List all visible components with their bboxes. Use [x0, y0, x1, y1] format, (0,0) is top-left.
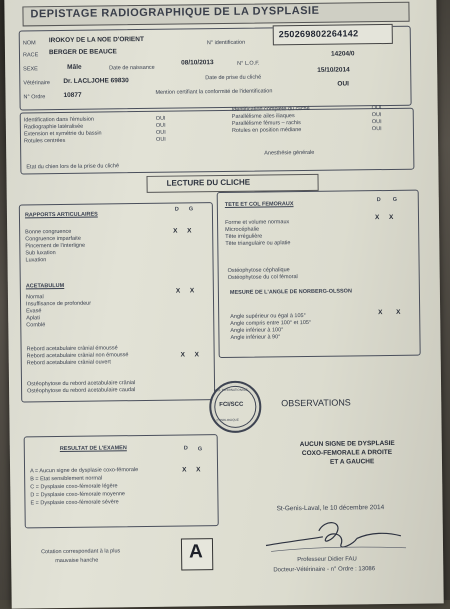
rapports-row: Congruence imparfaite: [25, 235, 81, 243]
tete-row: Forme et volume normaux X X: [225, 213, 394, 226]
angle-row: Angle supérieur ou égal à 105° X X: [230, 308, 401, 320]
acetabulum-row: Insuffisance de profondeur: [26, 300, 92, 308]
observations-heading: OBSERVATIONS: [281, 397, 351, 409]
ordre-label: N° Ordre: [23, 94, 46, 101]
acetabulum-heading: ACETABULUM: [25, 282, 65, 290]
observation-line-3: ET A GAUCHE: [329, 458, 375, 466]
angle-row: Angle inférieur à 100°: [230, 327, 284, 334]
page-title: DEPISTAGE RADIOGRAPHIQUE DE LA DYSPLASIE: [30, 4, 320, 21]
angle-row: Angle inférieur à 90°: [230, 334, 281, 341]
signatory-title: Docteur-Vétérinaire - n° Ordre : 13086: [273, 566, 376, 574]
signatory-name: Professeur Didier FAU: [297, 556, 357, 564]
place-date: St-Genis-Laval, le 10 décembre 2014: [276, 504, 385, 513]
osteophytose-acetabulum-rows: [27, 379, 207, 395]
resultat-heading: RESULTAT DE L'EXAMEN: [59, 445, 127, 453]
resultat-rows: [30, 466, 215, 508]
check-row: Rotules centrées OUI: [24, 136, 166, 145]
lof-label: N° L.O.F.: [237, 60, 260, 67]
tete-heading: TETE ET COL FEMORAUX: [224, 201, 294, 208]
angle-row: Angle compris entre 100° et 105°: [230, 319, 312, 327]
tete-g: G: [392, 196, 398, 203]
resultat-d: D: [183, 445, 188, 452]
prise-label: Date de prise du cliché: [205, 74, 262, 82]
osteophytose-tete-rows: [228, 266, 413, 282]
resultat-row: E = Dysplasie coxo-fémorale sévère: [30, 499, 119, 507]
observation-line-1: AUCUN SIGNE DE DYSPLASIE: [299, 439, 395, 449]
naissance-value: 08/10/2013: [181, 59, 214, 67]
check-row: Rotules en position médiane OUI: [231, 126, 382, 134]
rapports-g: G: [188, 206, 194, 213]
check-row: Parallélisme fémurs – rachis OUI: [231, 119, 382, 127]
tete-row: Tête irrégulière: [225, 233, 263, 240]
nom-value: IROKOY DE LA NOE D'ORIENT: [48, 35, 144, 45]
resultat-g: G: [197, 446, 203, 453]
check-row: Parallélisme ailes iliaques OUI: [231, 112, 382, 120]
resultat-row: B = Etat sensiblement normal: [30, 475, 103, 483]
sexe-value: Mâle: [67, 63, 82, 71]
rebord-row: Rebord acetabulaire crânial émoussé: [26, 345, 118, 353]
naissance-label: Date de naissance: [109, 64, 155, 72]
signature-scribble: [261, 510, 412, 558]
certificate-sheet: [4, 0, 443, 609]
angle-rows: [230, 308, 415, 342]
stamp-top-text: FED. INTERNATIONALE: [214, 387, 248, 393]
rapports-row: Sub luxation: [25, 250, 56, 257]
stamp-bottom-text: CYNOLOGIQUE: [216, 417, 239, 423]
resultat-row: D = Dysplasie coxo-fémorale moyenne: [30, 491, 126, 499]
resultat-row: A = Aucun signe de dysplasie coxo-fémorale X X: [30, 466, 201, 475]
etat-label: Etat du chien lors de la prise du cliché: [26, 163, 120, 171]
rapports-rows: [25, 227, 205, 264]
checks-left: [24, 115, 214, 145]
acetabulum-row: Normal X X: [25, 287, 195, 301]
vet-label: Vétérinaire: [23, 80, 50, 87]
sexe-label: SEXE: [23, 66, 38, 73]
acetabulum-rows: [25, 287, 206, 329]
tete-rows: [225, 213, 410, 248]
acetabulum-row: Aplati: [26, 315, 41, 322]
osteophytose-row: Ostéophytose du rebord acetabulaire caudal: [27, 387, 136, 395]
ident-label: N° identification: [206, 39, 246, 47]
acetabulum-row: Evasé: [26, 308, 42, 315]
check-row: Extension et symétrie du bassin OUI: [23, 129, 166, 138]
rapports-row: Pincement de l'interligne: [25, 242, 86, 250]
rebord-row: Rebord acetabulaire crânial non émoussé X X: [26, 351, 200, 360]
race-value: BERGER DE BEAUCE: [48, 48, 117, 57]
mesure-heading: MESURE DE L'ANGLE DE NORBERG-OLSSON: [229, 288, 352, 296]
lecture-title: LECTURE DU CLICHE: [166, 177, 251, 188]
rapports-heading: RAPPORTS ARTICULAIRES: [24, 211, 98, 219]
mention-value: OUI: [337, 80, 349, 88]
rapports-row: Luxation: [25, 257, 47, 264]
rebord-row: Rebord acetabulaire crânial ouvert: [26, 359, 111, 367]
cotation-label-2: mauvaise hanche: [55, 557, 99, 565]
cotation-label-1: Cotation correspondant à la plus: [41, 548, 121, 556]
cotation-value: A: [188, 541, 203, 563]
resultat-row: C = Dysplasie coxo-fémorale légère: [30, 483, 118, 491]
osteophytose-row: Ostéophytose du col fémoral: [227, 274, 298, 281]
check-row: Radiographie latéralisée OUI: [23, 122, 166, 131]
vet-value: Dr. LACLJOHE 69830: [63, 77, 129, 85]
acetabulum-row: Comblé: [26, 322, 46, 329]
tete-d: D: [376, 197, 381, 204]
mention-label: Mention certifiant la conformité de l'identification: [155, 88, 273, 96]
race-label: RACE: [22, 52, 39, 59]
observation-line-2: COXO-FEMORALE A DROITE: [301, 448, 393, 458]
prise-value: 15/10/2014: [317, 66, 350, 74]
ordre-value: 10877: [63, 91, 82, 99]
tete-row: Microcéphalie: [225, 226, 260, 233]
nom-label: NOM: [22, 40, 36, 47]
tete-row: Tête triangulaire ou aplatie: [225, 240, 291, 247]
check-row: Identification complète du cliché OUI: [231, 105, 382, 113]
ident-value: 250269802264142: [278, 28, 359, 40]
osteophytose-row: Ostéophytose céphalique: [227, 267, 290, 274]
anesthesie-label: Anesthésie générale: [264, 149, 315, 157]
rapports-d: D: [174, 206, 179, 213]
rebord-rows: [27, 344, 207, 367]
stamp-center-text: FCI/SCC: [219, 401, 244, 409]
lof-value: 14204/0: [330, 50, 355, 58]
rapports-row: Bonne congruence X X: [25, 227, 192, 236]
osteophytose-row: Ostéophytose du rebord acetabulaire crânial: [26, 380, 136, 388]
checks-right: [232, 105, 407, 135]
check-row: Identification dans l'émulsion OUI: [23, 115, 166, 124]
